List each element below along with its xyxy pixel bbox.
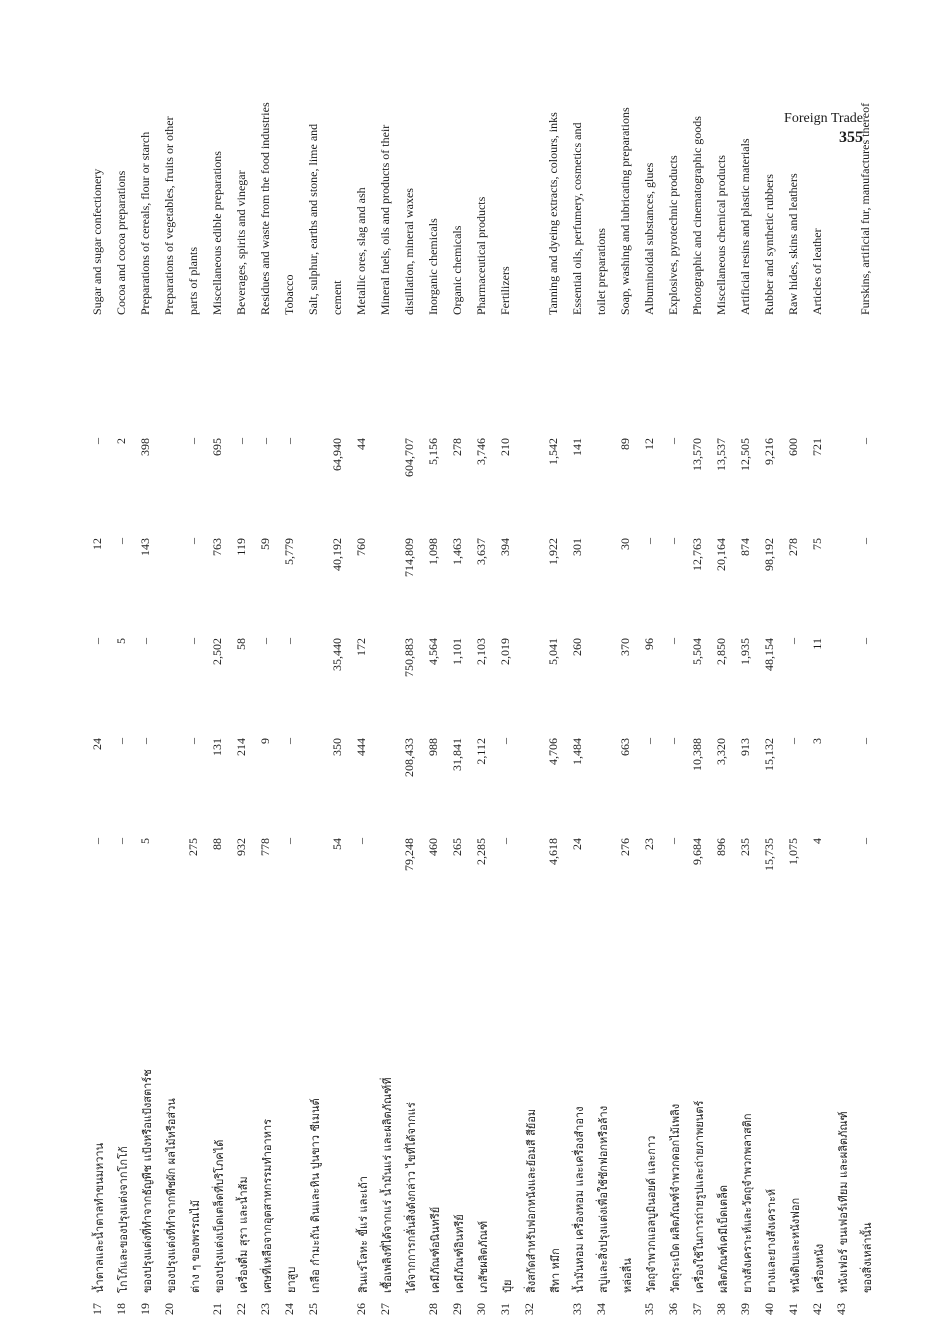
row-number: 30 xyxy=(474,1303,488,1315)
row-number: 24 xyxy=(282,1303,296,1315)
value-cell: 1,101 xyxy=(450,638,464,665)
value-cell: – xyxy=(786,638,800,644)
value-cell: 350 xyxy=(330,738,344,756)
english-description: Explosives, pyrotechnic products xyxy=(666,155,680,315)
table-row xyxy=(301,0,325,1325)
row-number: 43 xyxy=(834,1303,848,1315)
value-cell: 58 xyxy=(234,638,248,650)
value-cell: 12,505 xyxy=(738,438,752,471)
row-number: 18 xyxy=(114,1303,128,1315)
thai-description: เภสัชผลิตภัณฑ์ xyxy=(477,1220,490,1293)
row-number: 33 xyxy=(570,1303,584,1315)
english-description: Tobacco xyxy=(282,274,296,315)
value-cell: – xyxy=(666,538,680,544)
value-cell: 40,192 xyxy=(330,538,344,571)
value-cell: 20,164 xyxy=(714,538,728,571)
thai-description: ยางและยางสังเคราะห์ xyxy=(765,1188,778,1293)
value-cell: 721 xyxy=(810,438,824,456)
value-cell: 1,922 xyxy=(546,538,560,565)
value-cell: 874 xyxy=(738,538,752,556)
table-row xyxy=(109,0,133,1325)
value-cell: – xyxy=(138,738,152,744)
value-cell: – xyxy=(786,738,800,744)
table-row xyxy=(805,0,829,1325)
thai-description: ของปรุงแต่งเบ็ดเตล็ดที่บริโภคได้ xyxy=(213,1139,226,1293)
value-cell: 3,637 xyxy=(474,538,488,565)
section-title: Foreign Trade xyxy=(784,111,863,126)
value-cell: – xyxy=(498,838,512,844)
value-cell: 4,564 xyxy=(426,638,440,665)
row-number: 36 xyxy=(666,1303,680,1315)
value-cell: 4,706 xyxy=(546,738,560,765)
value-cell: 2,112 xyxy=(474,738,488,765)
value-cell: – xyxy=(858,738,872,744)
row-number: 20 xyxy=(162,1303,176,1315)
value-cell: 12 xyxy=(642,438,656,450)
value-cell: 460 xyxy=(426,838,440,856)
thai-description: โกโก้และของปรุงแต่งจากโกโก้ xyxy=(117,1146,130,1293)
value-cell: 260 xyxy=(570,638,584,656)
value-cell: – xyxy=(354,838,368,844)
value-cell: 64,940 xyxy=(330,438,344,471)
english-description: Miscellaneous chemical products xyxy=(714,155,728,315)
thai-description: ยาสูบ xyxy=(285,1266,298,1293)
table-row xyxy=(541,0,565,1325)
table-row xyxy=(709,0,733,1325)
table-row xyxy=(181,0,205,1325)
value-cell: 600 xyxy=(786,438,800,456)
value-cell: 301 xyxy=(570,538,584,556)
value-cell: 275 xyxy=(186,838,200,856)
value-cell: – xyxy=(114,538,128,544)
value-cell: 5 xyxy=(138,838,152,844)
value-cell: 15,132 xyxy=(762,738,776,771)
table-row xyxy=(853,0,877,1325)
row-number: 25 xyxy=(306,1303,320,1315)
value-cell: – xyxy=(666,738,680,744)
value-cell: 88 xyxy=(210,838,224,850)
value-cell: 59 xyxy=(258,538,272,550)
value-cell: – xyxy=(114,838,128,844)
row-number: 19 xyxy=(138,1303,152,1315)
value-cell: 172 xyxy=(354,638,368,656)
english-description: Salt, sulphur, earths and stone, lime and xyxy=(306,123,320,315)
thai-description: ของปรุงแต่งที่ทำจากพืชผัก ผลไม้หรือส่วน xyxy=(165,1098,178,1293)
value-cell: 763 xyxy=(210,538,224,556)
english-description: Mineral fuels, oils and products of their xyxy=(378,124,392,315)
value-cell: 5,041 xyxy=(546,638,560,665)
row-number: 23 xyxy=(258,1303,272,1315)
row-number: 28 xyxy=(426,1303,440,1315)
value-cell: 604,707 xyxy=(402,438,416,477)
row-number: 42 xyxy=(810,1303,824,1315)
value-cell: 89 xyxy=(618,438,632,450)
row-number: 38 xyxy=(714,1303,728,1315)
thai-description: ปุ๋ย xyxy=(501,1279,514,1293)
value-cell: 141 xyxy=(570,438,584,456)
value-cell: 54 xyxy=(330,838,344,850)
thai-description: เคมีภัณฑ์อินทรีย์ xyxy=(453,1214,466,1293)
value-cell: 3,320 xyxy=(714,738,728,765)
value-cell: 3 xyxy=(810,738,824,744)
thai-description: เคมีภัณฑ์อนินทรีย์ xyxy=(429,1206,442,1293)
thai-description: เศษที่เหลือจากอุตสาหกรรมทำอาหาร xyxy=(261,1118,274,1293)
value-cell: 10,388 xyxy=(690,738,704,771)
table-row xyxy=(661,0,685,1325)
table-row xyxy=(637,0,661,1325)
value-cell: 13,537 xyxy=(714,438,728,471)
value-cell: 96 xyxy=(642,638,656,650)
value-cell: 5,156 xyxy=(426,438,440,465)
row-number: 37 xyxy=(690,1303,704,1315)
value-cell: – xyxy=(138,638,152,644)
thai-description: ได้จากการกลั่นสิ่งดังกล่าว ไขที่ได้จากแร่ xyxy=(405,1102,418,1293)
table-row xyxy=(253,0,277,1325)
value-cell: 79,248 xyxy=(402,838,416,871)
value-cell: – xyxy=(234,438,248,444)
english-description: Sugar and sugar confectionery xyxy=(90,168,104,315)
table-row xyxy=(85,0,109,1325)
thai-description: เกลือ กำมะถัน ดินและหิน ปูนขาว ซีเมนต์ xyxy=(309,1098,322,1293)
value-cell: – xyxy=(282,438,296,444)
english-description: Preparations of vegetables, fruits or other xyxy=(162,116,176,315)
value-cell: 5,779 xyxy=(282,538,296,565)
value-cell: 9,216 xyxy=(762,438,776,465)
value-cell: 5,504 xyxy=(690,638,704,665)
value-cell: 896 xyxy=(714,838,728,856)
row-number: 32 xyxy=(522,1303,536,1315)
english-description: Pharmaceutical products xyxy=(474,196,488,315)
english-description: Raw hides, skins and leathers xyxy=(786,173,800,315)
table-row xyxy=(733,0,757,1325)
thai-description: วัตถุระเบิด ผลิตภัณฑ์จำพวกดอกไม้เพลิง xyxy=(669,1103,682,1293)
value-cell: 23 xyxy=(642,838,656,850)
value-cell: 2,103 xyxy=(474,638,488,665)
value-cell: – xyxy=(258,438,272,444)
value-cell: 4 xyxy=(810,838,824,844)
english-description: Organic chemicals xyxy=(450,225,464,315)
table-row xyxy=(421,0,445,1325)
table-row xyxy=(685,0,709,1325)
value-cell: 208,433 xyxy=(402,738,416,777)
thai-description: เชื้อเพลิงที่ได้จากแร่ น้ำมันแร่ และผลิตภัณฑ์ที่ xyxy=(381,1077,394,1293)
value-cell: 278 xyxy=(450,438,464,456)
english-description: Residues and waste from the food industries xyxy=(258,102,272,315)
row-number: 40 xyxy=(762,1303,776,1315)
table-row xyxy=(373,0,397,1325)
value-cell: 143 xyxy=(138,538,152,556)
value-cell: 119 xyxy=(234,538,248,556)
value-cell: 988 xyxy=(426,738,440,756)
value-cell: 2,019 xyxy=(498,638,512,665)
value-cell: – xyxy=(498,738,512,744)
table-row xyxy=(757,0,781,1325)
value-cell: 11 xyxy=(810,638,824,650)
value-cell: 760 xyxy=(354,538,368,556)
row-number: 34 xyxy=(594,1303,608,1315)
value-cell: 265 xyxy=(450,838,464,856)
value-cell: 913 xyxy=(738,738,752,756)
value-cell: 4,618 xyxy=(546,838,560,865)
row-number: 39 xyxy=(738,1303,752,1315)
value-cell: 663 xyxy=(618,738,632,756)
value-cell: 2,850 xyxy=(714,638,728,665)
thai-description: หล่อลื่น xyxy=(621,1258,634,1293)
page-number: 355 xyxy=(839,129,863,146)
table-row xyxy=(325,0,349,1325)
value-cell: – xyxy=(642,538,656,544)
value-cell: – xyxy=(666,838,680,844)
table-row xyxy=(589,0,613,1325)
english-description: Photographic and cinematographic goods xyxy=(690,116,704,315)
thai-description: ของปรุงแต่งที่ทำจากธัญพืช แป้งหรือแป้งสตาร์ช xyxy=(141,1069,154,1293)
table-row xyxy=(205,0,229,1325)
value-cell: 1,484 xyxy=(570,738,584,765)
value-cell: – xyxy=(90,838,104,844)
value-cell: 5 xyxy=(114,638,128,644)
english-description: Miscellaneous edible preparations xyxy=(210,151,224,315)
value-cell: 2,502 xyxy=(210,638,224,665)
value-cell: 1,935 xyxy=(738,638,752,665)
value-cell: 24 xyxy=(90,738,104,750)
value-cell: – xyxy=(282,738,296,744)
value-cell: 214 xyxy=(234,738,248,756)
value-cell: 13,570 xyxy=(690,438,704,471)
english-description: toilet preparations xyxy=(594,228,608,315)
table-row xyxy=(445,0,469,1325)
value-cell: – xyxy=(186,638,200,644)
thai-description: หนังเฟอร์ ขนเฟอร์เทียม และผลิตภัณฑ์ xyxy=(837,1111,850,1293)
value-cell: 444 xyxy=(354,738,368,756)
thai-description: สบู่และสิ่งปรุงแต่งเพื่อใช้ซักฟอกหรือล้าง xyxy=(597,1105,610,1293)
english-description: Rubber and synthetic rubbers xyxy=(762,174,776,315)
value-cell: – xyxy=(90,438,104,444)
table-row xyxy=(397,0,421,1325)
value-cell: – xyxy=(186,738,200,744)
value-cell: – xyxy=(858,438,872,444)
row-number: 21 xyxy=(210,1303,224,1315)
row-number: 22 xyxy=(234,1303,248,1315)
value-cell: 30 xyxy=(618,538,632,550)
english-description: Furskins, artificial fur, manufactures thereof xyxy=(858,102,872,315)
thai-description: สินแร่โลหะ ขี้แร่ และเถ้า xyxy=(357,1176,370,1293)
value-cell: 44 xyxy=(354,438,368,450)
table-row xyxy=(349,0,373,1325)
value-cell: 210 xyxy=(498,438,512,456)
thai-description: ของสิ่งเหล่านั้น xyxy=(861,1222,874,1293)
table-row xyxy=(613,0,637,1325)
table-row xyxy=(493,0,517,1325)
thai-description: ผลิตภัณฑ์เคมีเบ็ดเตล็ด xyxy=(717,1185,730,1293)
table-row xyxy=(517,0,541,1325)
value-cell: – xyxy=(90,638,104,644)
value-cell: 48,154 xyxy=(762,638,776,671)
thai-description: เครื่องหนัง xyxy=(813,1243,826,1293)
value-cell: 1,463 xyxy=(450,538,464,565)
table-row xyxy=(565,0,589,1325)
value-cell: – xyxy=(282,838,296,844)
value-cell: 1,542 xyxy=(546,438,560,465)
value-cell: 370 xyxy=(618,638,632,656)
value-cell: – xyxy=(114,738,128,744)
value-cell: 35,440 xyxy=(330,638,344,671)
value-cell: 24 xyxy=(570,838,584,850)
value-cell: 394 xyxy=(498,538,512,556)
thai-description: ต่าง ๆ ของพรรณไม้ xyxy=(189,1199,202,1293)
value-cell: – xyxy=(186,438,200,444)
value-cell: 2,285 xyxy=(474,838,488,865)
english-description: Metallic ores, slag and ash xyxy=(354,187,368,315)
table-row xyxy=(469,0,493,1325)
row-number: 35 xyxy=(642,1303,656,1315)
english-description: cement xyxy=(330,280,344,315)
table-row xyxy=(829,0,853,1325)
value-cell: – xyxy=(186,538,200,544)
value-cell: 278 xyxy=(786,538,800,556)
value-cell: 15,735 xyxy=(762,838,776,871)
value-cell: – xyxy=(282,638,296,644)
english-description: Fertilizers xyxy=(498,266,512,315)
value-cell: 276 xyxy=(618,838,632,856)
table-row xyxy=(781,0,805,1325)
thai-description: สิ่งสกัดสำหรับฟอกหนังและย้อมสี สีย้อม xyxy=(525,1108,538,1293)
value-cell: 235 xyxy=(738,838,752,856)
english-description: Artificial resins and plastic materials xyxy=(738,138,752,315)
value-cell: – xyxy=(666,638,680,644)
value-cell: 75 xyxy=(810,538,824,550)
english-description: Albuminoidal substances, glues xyxy=(642,162,656,315)
row-number: 27 xyxy=(378,1303,392,1315)
value-cell: 3,746 xyxy=(474,438,488,465)
value-cell: – xyxy=(858,838,872,844)
thai-description: น้ำตาลและน้ำตาลทำขนมหวาน xyxy=(93,1142,106,1293)
value-cell: – xyxy=(642,738,656,744)
value-cell: 9 xyxy=(258,738,272,744)
table-row xyxy=(277,0,301,1325)
thai-description: ยางสังเคราะห์และวัตถุจำพวกพลาสติก xyxy=(741,1113,754,1293)
value-cell: 714,809 xyxy=(402,538,416,577)
row-number: 26 xyxy=(354,1303,368,1315)
row-number: 31 xyxy=(498,1303,512,1315)
row-number: 41 xyxy=(786,1303,800,1315)
value-cell: 750,883 xyxy=(402,638,416,677)
english-description: Articles of leather xyxy=(810,228,824,315)
thai-description: หนังดิบและหนังฟอก xyxy=(789,1197,802,1293)
value-cell: 2 xyxy=(114,438,128,444)
value-cell: 31,841 xyxy=(450,738,464,771)
row-number: 17 xyxy=(90,1303,104,1315)
value-cell: – xyxy=(858,538,872,544)
english-description: Soap, washing and lubricating preparations xyxy=(618,107,632,315)
english-description: Cocoa and cocoa preparations xyxy=(114,170,128,315)
table-row xyxy=(229,0,253,1325)
value-cell: 131 xyxy=(210,738,224,756)
value-cell: 12,763 xyxy=(690,538,704,571)
value-cell: 398 xyxy=(138,438,152,456)
english-description: Tanning and dyeing extracts, colours, inks xyxy=(546,112,560,315)
value-cell: 1,098 xyxy=(426,538,440,565)
english-description: Inorganic chemicals xyxy=(426,218,440,315)
english-description: distillation, mineral waxes xyxy=(402,188,416,315)
thai-description: วัตถุจำพวกแอลบูมินอยด์ และกาว xyxy=(645,1135,658,1293)
value-cell: – xyxy=(258,638,272,644)
thai-description: เครื่องใช้ในการถ่ายรูปและถ่ายภาพยนตร์ xyxy=(693,1100,706,1293)
table-row xyxy=(157,0,181,1325)
thai-description: สีทา หมึก xyxy=(549,1248,562,1293)
value-cell: 12 xyxy=(90,538,104,550)
value-cell: 695 xyxy=(210,438,224,456)
thai-description: เครื่องดื่ม สุรา และน้ำส้ม xyxy=(237,1176,250,1293)
value-cell: 778 xyxy=(258,838,272,856)
value-cell: 9,684 xyxy=(690,838,704,865)
value-cell: 932 xyxy=(234,838,248,856)
row-number: 29 xyxy=(450,1303,464,1315)
thai-description: น้ำมันหอม เครื่องหอม และเครื่องสำอาง xyxy=(573,1106,586,1293)
value-cell: – xyxy=(666,438,680,444)
english-description: Beverages, spirits and vinegar xyxy=(234,170,248,315)
value-cell: 1,075 xyxy=(786,838,800,865)
english-description: Essential oils, perfumery, cosmetics and xyxy=(570,122,584,315)
value-cell: – xyxy=(858,638,872,644)
english-description: Preparations of cereals, flour or starch xyxy=(138,131,152,315)
table-row xyxy=(133,0,157,1325)
value-cell: 98,192 xyxy=(762,538,776,571)
trade-table xyxy=(80,0,874,1325)
english-description: parts of plants xyxy=(186,247,200,315)
